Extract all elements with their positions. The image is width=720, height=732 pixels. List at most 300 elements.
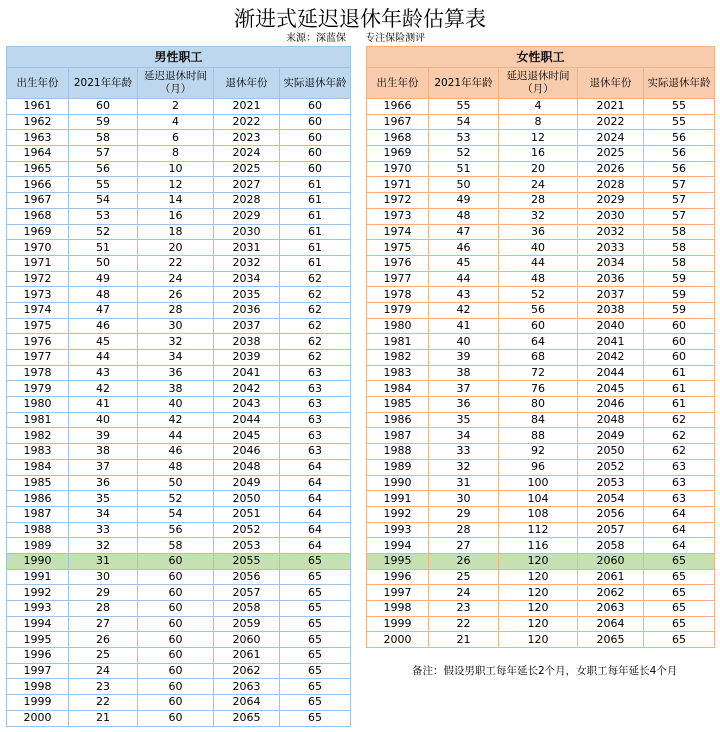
table-row (7, 146, 351, 162)
cell-delay-months: 68 (499, 350, 578, 366)
table-row (7, 459, 351, 475)
cell-delay-months: 48 (138, 459, 214, 475)
table-row (7, 302, 351, 318)
cell-retire-year: 2033 (578, 240, 644, 256)
cell-delay-months: 120 (499, 616, 578, 632)
cell-delay-months: 60 (499, 318, 578, 334)
cell-delay-months: 40 (138, 397, 214, 413)
cell-retire-age: 59 (644, 271, 715, 287)
cell-birth-year: 1976 (367, 255, 429, 271)
cell-delay-months: 92 (499, 444, 578, 460)
cell-retire-age: 65 (644, 569, 715, 585)
cell-birth-year: 1965 (7, 161, 69, 177)
cell-delay-months: 4 (138, 114, 214, 130)
column-header-birth-year: 出生年份 (367, 68, 429, 99)
cell-delay-months: 54 (138, 506, 214, 522)
cell-retire-year: 2024 (578, 130, 644, 146)
cell-birth-year: 1984 (367, 381, 429, 397)
cell-retire-year: 2050 (578, 444, 644, 460)
table-row (7, 444, 351, 460)
cell-retire-year: 2038 (214, 334, 280, 350)
table-row (367, 585, 715, 601)
cell-retire-age: 55 (644, 99, 715, 115)
cell-age-2021: 35 (69, 491, 138, 507)
cell-retire-age: 65 (280, 695, 351, 711)
cell-delay-months: 52 (138, 491, 214, 507)
cell-retire-year: 2058 (214, 601, 280, 617)
cell-age-2021: 30 (429, 491, 499, 507)
cell-delay-months: 32 (499, 208, 578, 224)
cell-retire-year: 2049 (578, 428, 644, 444)
cell-retire-age: 62 (280, 318, 351, 334)
cell-age-2021: 39 (69, 428, 138, 444)
cell-retire-age: 64 (644, 522, 715, 538)
source-line: 来源：深蓝保 专注保险测评 (286, 33, 426, 44)
cell-retire-age: 62 (644, 444, 715, 460)
cell-birth-year: 1976 (7, 334, 69, 350)
table-row (367, 208, 715, 224)
cell-birth-year: 1966 (7, 177, 69, 193)
cell-birth-year: 1996 (367, 569, 429, 585)
cell-age-2021: 50 (429, 177, 499, 193)
cell-retire-age: 62 (280, 350, 351, 366)
cell-age-2021: 36 (429, 397, 499, 413)
cell-delay-months: 108 (499, 506, 578, 522)
cell-birth-year: 1994 (367, 538, 429, 554)
cell-age-2021: 21 (429, 632, 499, 648)
cell-age-2021: 28 (429, 522, 499, 538)
cell-birth-year: 1983 (7, 444, 69, 460)
cell-retire-age: 62 (280, 302, 351, 318)
cell-retire-age: 63 (644, 491, 715, 507)
cell-retire-year: 2049 (214, 475, 280, 491)
cell-retire-year: 2053 (578, 475, 644, 491)
cell-delay-months: 16 (499, 146, 578, 162)
cell-birth-year: 1977 (7, 350, 69, 366)
cell-age-2021: 42 (69, 381, 138, 397)
cell-birth-year: 1985 (7, 475, 69, 491)
cell-delay-months: 14 (138, 193, 214, 209)
table-row (367, 553, 715, 569)
table-row (7, 428, 351, 444)
female-table-body (367, 99, 715, 648)
cell-delay-months: 60 (138, 569, 214, 585)
cell-retire-year: 2034 (578, 255, 644, 271)
table-row (7, 318, 351, 334)
cell-delay-months: 24 (138, 271, 214, 287)
cell-retire-year: 2063 (214, 679, 280, 695)
cell-birth-year: 1978 (367, 287, 429, 303)
cell-delay-months: 20 (499, 161, 578, 177)
cell-retire-year: 2062 (578, 585, 644, 601)
cell-age-2021: 27 (69, 616, 138, 632)
cell-delay-months: 44 (138, 428, 214, 444)
cell-retire-age: 65 (280, 710, 351, 726)
table-row (367, 271, 715, 287)
cell-delay-months: 60 (138, 553, 214, 569)
cell-retire-age: 59 (644, 287, 715, 303)
table-row (7, 350, 351, 366)
cell-retire-age: 64 (280, 491, 351, 507)
cell-retire-age: 56 (644, 146, 715, 162)
cell-retire-age: 61 (280, 255, 351, 271)
cell-age-2021: 50 (69, 255, 138, 271)
table-row (7, 663, 351, 679)
cell-retire-age: 61 (280, 240, 351, 256)
cell-retire-year: 2028 (578, 177, 644, 193)
table-row (7, 648, 351, 664)
cell-birth-year: 1995 (367, 553, 429, 569)
cell-age-2021: 22 (429, 616, 499, 632)
cell-age-2021: 23 (69, 679, 138, 695)
cell-age-2021: 42 (429, 302, 499, 318)
cell-delay-months: 120 (499, 601, 578, 617)
cell-delay-months: 100 (499, 475, 578, 491)
table-row (367, 350, 715, 366)
cell-birth-year: 2000 (7, 710, 69, 726)
cell-birth-year: 1961 (7, 99, 69, 115)
table-row (367, 334, 715, 350)
cell-retire-age: 65 (280, 632, 351, 648)
cell-age-2021: 36 (69, 475, 138, 491)
cell-retire-year: 2045 (214, 428, 280, 444)
cell-retire-age: 60 (644, 334, 715, 350)
table-row (7, 679, 351, 695)
cell-delay-months: 96 (499, 459, 578, 475)
cell-retire-age: 65 (280, 569, 351, 585)
cell-age-2021: 41 (69, 397, 138, 413)
cell-age-2021: 38 (69, 444, 138, 460)
cell-retire-year: 2059 (214, 616, 280, 632)
cell-retire-age: 65 (644, 616, 715, 632)
cell-retire-year: 2022 (578, 114, 644, 130)
cell-retire-year: 2035 (214, 287, 280, 303)
cell-delay-months: 40 (499, 240, 578, 256)
cell-retire-age: 65 (644, 553, 715, 569)
cell-age-2021: 49 (69, 271, 138, 287)
cell-retire-year: 2061 (578, 569, 644, 585)
cell-retire-age: 65 (280, 601, 351, 617)
cell-delay-months: 56 (138, 522, 214, 538)
cell-retire-year: 2052 (214, 522, 280, 538)
cell-birth-year: 1998 (7, 679, 69, 695)
cell-retire-year: 2027 (214, 177, 280, 193)
cell-age-2021: 57 (69, 146, 138, 162)
cell-retire-age: 55 (644, 114, 715, 130)
cell-birth-year: 1981 (7, 412, 69, 428)
cell-retire-year: 2056 (214, 569, 280, 585)
cell-retire-year: 2029 (578, 193, 644, 209)
cell-age-2021: 52 (69, 224, 138, 240)
cell-delay-months: 60 (138, 663, 214, 679)
cell-delay-months: 116 (499, 538, 578, 554)
cell-retire-age: 57 (644, 193, 715, 209)
cell-age-2021: 46 (429, 240, 499, 256)
cell-retire-year: 2055 (214, 553, 280, 569)
cell-birth-year: 1994 (7, 616, 69, 632)
cell-age-2021: 43 (69, 365, 138, 381)
cell-age-2021: 32 (429, 459, 499, 475)
cell-birth-year: 1992 (367, 506, 429, 522)
cell-age-2021: 40 (429, 334, 499, 350)
cell-delay-months: 8 (138, 146, 214, 162)
cell-age-2021: 38 (429, 365, 499, 381)
cell-retire-age: 63 (280, 365, 351, 381)
cell-birth-year: 1962 (7, 114, 69, 130)
cell-retire-age: 58 (644, 255, 715, 271)
cell-retire-age: 65 (644, 585, 715, 601)
cell-birth-year: 1987 (7, 506, 69, 522)
table-row (7, 130, 351, 146)
cell-delay-months: 32 (138, 334, 214, 350)
cell-age-2021: 35 (429, 412, 499, 428)
cell-age-2021: 28 (69, 601, 138, 617)
table-row (7, 569, 351, 585)
cell-birth-year: 1969 (7, 224, 69, 240)
cell-age-2021: 51 (429, 161, 499, 177)
cell-retire-age: 62 (280, 271, 351, 287)
cell-retire-age: 61 (644, 365, 715, 381)
table-row (7, 161, 351, 177)
cell-birth-year: 1978 (7, 365, 69, 381)
cell-age-2021: 24 (69, 663, 138, 679)
cell-age-2021: 24 (429, 585, 499, 601)
cell-delay-months: 50 (138, 475, 214, 491)
cell-birth-year: 1970 (367, 161, 429, 177)
cell-birth-year: 1996 (7, 648, 69, 664)
cell-retire-year: 2031 (214, 240, 280, 256)
cell-retire-year: 2057 (214, 585, 280, 601)
cell-retire-year: 2028 (214, 193, 280, 209)
cell-birth-year: 1985 (367, 397, 429, 413)
cell-retire-age: 63 (644, 475, 715, 491)
table-row (367, 99, 715, 115)
cell-retire-age: 65 (280, 679, 351, 695)
female-table-heading: 女性职工 (367, 47, 715, 68)
cell-retire-age: 63 (644, 459, 715, 475)
cell-age-2021: 34 (429, 428, 499, 444)
cell-age-2021: 39 (429, 350, 499, 366)
column-header-delay-months: 延迟退休时间 （月） (499, 68, 578, 99)
cell-retire-year: 2034 (214, 271, 280, 287)
cell-delay-months: 48 (499, 271, 578, 287)
cell-age-2021: 21 (69, 710, 138, 726)
cell-age-2021: 31 (429, 475, 499, 491)
cell-age-2021: 29 (69, 585, 138, 601)
table-row (7, 114, 351, 130)
cell-age-2021: 41 (429, 318, 499, 334)
table-row (7, 177, 351, 193)
table-row (367, 475, 715, 491)
cell-age-2021: 49 (429, 193, 499, 209)
cell-retire-age: 65 (280, 585, 351, 601)
table-row (367, 569, 715, 585)
cell-birth-year: 2000 (367, 632, 429, 648)
cell-retire-year: 2061 (214, 648, 280, 664)
cell-retire-year: 2040 (578, 318, 644, 334)
cell-retire-year: 2044 (214, 412, 280, 428)
cell-delay-months: 52 (499, 287, 578, 303)
table-row (367, 616, 715, 632)
cell-birth-year: 1983 (367, 365, 429, 381)
cell-birth-year: 1984 (7, 459, 69, 475)
table-row (367, 444, 715, 460)
table-row (367, 302, 715, 318)
cell-age-2021: 58 (69, 130, 138, 146)
cell-delay-months: 42 (138, 412, 214, 428)
cell-birth-year: 1995 (7, 632, 69, 648)
cell-age-2021: 26 (69, 632, 138, 648)
cell-age-2021: 27 (429, 538, 499, 554)
cell-birth-year: 1973 (7, 287, 69, 303)
cell-birth-year: 1999 (7, 695, 69, 711)
cell-retire-age: 65 (280, 648, 351, 664)
cell-age-2021: 25 (69, 648, 138, 664)
table-row (367, 318, 715, 334)
cell-retire-age: 64 (280, 475, 351, 491)
cell-retire-age: 60 (644, 350, 715, 366)
table-row (7, 240, 351, 256)
cell-retire-age: 63 (280, 412, 351, 428)
table-row (7, 224, 351, 240)
cell-delay-months: 44 (499, 255, 578, 271)
table-row (7, 287, 351, 303)
cell-retire-age: 57 (644, 177, 715, 193)
cell-delay-months: 60 (138, 616, 214, 632)
cell-retire-year: 2022 (214, 114, 280, 130)
cell-birth-year: 1986 (7, 491, 69, 507)
cell-age-2021: 45 (429, 255, 499, 271)
cell-age-2021: 46 (69, 318, 138, 334)
cell-birth-year: 1992 (7, 585, 69, 601)
table-row (367, 130, 715, 146)
table-row (367, 601, 715, 617)
table-row (7, 193, 351, 209)
table-row (7, 695, 351, 711)
cell-retire-age: 64 (280, 459, 351, 475)
cell-age-2021: 48 (69, 287, 138, 303)
cell-retire-age: 58 (644, 240, 715, 256)
cell-retire-age: 60 (280, 114, 351, 130)
cell-birth-year: 1989 (367, 459, 429, 475)
cell-delay-months: 88 (499, 428, 578, 444)
cell-birth-year: 1972 (7, 271, 69, 287)
table-row (367, 114, 715, 130)
cell-retire-age: 61 (280, 224, 351, 240)
cell-age-2021: 40 (69, 412, 138, 428)
cell-delay-months: 120 (499, 585, 578, 601)
cell-age-2021: 30 (69, 569, 138, 585)
table-row (367, 522, 715, 538)
cell-age-2021: 29 (429, 506, 499, 522)
cell-retire-year: 2062 (214, 663, 280, 679)
table-row (367, 459, 715, 475)
cell-delay-months: 60 (138, 601, 214, 617)
cell-retire-age: 61 (280, 208, 351, 224)
cell-delay-months: 4 (499, 99, 578, 115)
cell-retire-year: 2036 (214, 302, 280, 318)
cell-delay-months: 20 (138, 240, 214, 256)
cell-retire-age: 64 (280, 506, 351, 522)
cell-retire-year: 2046 (578, 397, 644, 413)
cell-retire-age: 65 (644, 632, 715, 648)
cell-age-2021: 37 (429, 381, 499, 397)
table-row (7, 208, 351, 224)
cell-birth-year: 1998 (367, 601, 429, 617)
cell-age-2021: 53 (69, 208, 138, 224)
cell-retire-age: 62 (280, 287, 351, 303)
cell-retire-age: 61 (644, 397, 715, 413)
cell-birth-year: 1990 (367, 475, 429, 491)
cell-retire-age: 61 (280, 193, 351, 209)
cell-retire-year: 2032 (214, 255, 280, 271)
column-header-retire-year: 退休年份 (578, 68, 644, 99)
cell-retire-year: 2039 (214, 350, 280, 366)
cell-delay-months: 60 (138, 710, 214, 726)
cell-delay-months: 6 (138, 130, 214, 146)
table-row (367, 224, 715, 240)
cell-retire-age: 61 (644, 381, 715, 397)
cell-retire-year: 2042 (214, 381, 280, 397)
cell-birth-year: 1989 (7, 538, 69, 554)
cell-delay-months: 36 (499, 224, 578, 240)
cell-birth-year: 1990 (7, 553, 69, 569)
cell-retire-age: 60 (280, 161, 351, 177)
cell-birth-year: 1979 (367, 302, 429, 318)
cell-delay-months: 34 (138, 350, 214, 366)
cell-birth-year: 1966 (367, 99, 429, 115)
cell-birth-year: 1982 (7, 428, 69, 444)
cell-birth-year: 1971 (367, 177, 429, 193)
column-header-retire-age: 实际退休年龄 (280, 68, 351, 99)
male-table-body (7, 99, 351, 727)
cell-retire-year: 2058 (578, 538, 644, 554)
cell-age-2021: 60 (69, 99, 138, 115)
cell-birth-year: 1974 (367, 224, 429, 240)
cell-birth-year: 1987 (367, 428, 429, 444)
column-header-delay-months: 延迟退休时间 （月） (138, 68, 214, 99)
cell-birth-year: 1986 (367, 412, 429, 428)
table-row (367, 365, 715, 381)
cell-delay-months: 26 (138, 287, 214, 303)
cell-delay-months: 8 (499, 114, 578, 130)
table-row (7, 365, 351, 381)
cell-delay-months: 120 (499, 632, 578, 648)
table-row (367, 538, 715, 554)
column-header-age-2021: 2021年年龄 (69, 68, 138, 99)
cell-retire-age: 63 (280, 381, 351, 397)
cell-birth-year: 1967 (7, 193, 69, 209)
cell-birth-year: 1993 (367, 522, 429, 538)
cell-birth-year: 1991 (367, 491, 429, 507)
cell-retire-year: 2063 (578, 601, 644, 617)
male-table-heading: 男性职工 (7, 47, 351, 68)
table-row (7, 397, 351, 413)
table-row (367, 161, 715, 177)
table-row (367, 193, 715, 209)
cell-retire-age: 64 (280, 522, 351, 538)
cell-retire-age: 64 (644, 506, 715, 522)
cell-delay-months: 60 (138, 648, 214, 664)
table-row (7, 553, 351, 569)
cell-retire-year: 2023 (214, 130, 280, 146)
cell-retire-age: 63 (280, 444, 351, 460)
cell-retire-year: 2030 (214, 224, 280, 240)
cell-retire-age: 64 (280, 538, 351, 554)
table-row (367, 381, 715, 397)
column-header-retire-age: 实际退休年龄 (644, 68, 715, 99)
cell-retire-year: 2065 (578, 632, 644, 648)
